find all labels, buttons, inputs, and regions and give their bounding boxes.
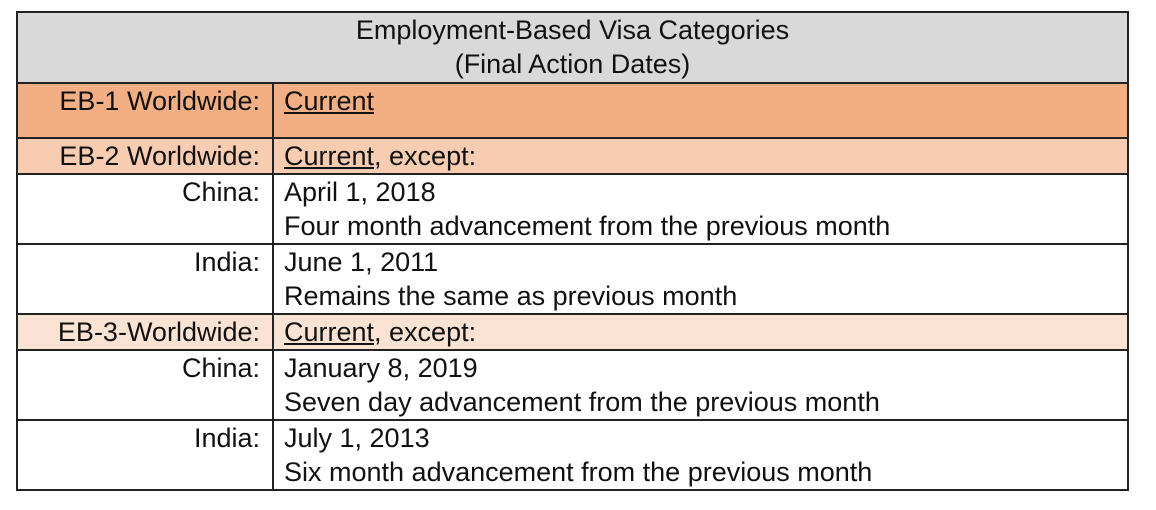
eb3-india-label: India: (17, 420, 273, 490)
eb3-label: EB-3-Worldwide: (17, 314, 273, 350)
eb3-status: Current (284, 317, 375, 347)
eb2-india-date: June 1, 2011 (284, 247, 439, 277)
eb3-china-date: January 8, 2019 (284, 353, 478, 383)
eb3-india-row (17, 420, 1128, 490)
eb2-label: EB-2 Worldwide: (17, 138, 273, 174)
eb2-india-note: Remains the same as previous month (284, 281, 738, 311)
eb1-status: Current (284, 86, 375, 116)
table-title-line2: (Final Action Dates) (454, 49, 691, 79)
table-title (17, 12, 1128, 83)
eb2-china-note: Four month advancement from the previous month (284, 211, 891, 241)
eb2-status: Current (284, 141, 375, 171)
eb3-china-value (273, 350, 1128, 420)
eb3-india-note: Six month advancement from the previous month (284, 457, 873, 487)
eb3-value (273, 314, 1128, 350)
eb2-india-value (273, 244, 1128, 314)
eb2-row (17, 138, 1128, 174)
eb2-china-value (273, 174, 1128, 244)
eb2-india-label: India: (17, 244, 273, 314)
eb3-china-label: China: (17, 350, 273, 420)
eb2-india-row (17, 244, 1128, 314)
eb2-suffix: , except: (374, 141, 477, 171)
table-title-line1: Employment-Based Visa Categories (355, 15, 790, 45)
eb3-row (17, 314, 1128, 350)
eb3-suffix: , except: (374, 317, 477, 347)
eb3-india-date: July 1, 2013 (284, 423, 430, 453)
eb1-label: EB-1 Worldwide: (17, 83, 273, 138)
eb2-china-row (17, 174, 1128, 244)
eb1-row (17, 83, 1128, 138)
eb2-value (273, 138, 1128, 174)
eb2-china-date: April 1, 2018 (284, 177, 436, 207)
eb1-value (273, 83, 1128, 138)
visa-bulletin-table (16, 11, 1129, 491)
eb3-china-note: Seven day advancement from the previous month (284, 387, 880, 417)
eb3-india-value (273, 420, 1128, 490)
table-header-row (17, 12, 1128, 83)
eb3-china-row (17, 350, 1128, 420)
eb2-china-label: China: (17, 174, 273, 244)
